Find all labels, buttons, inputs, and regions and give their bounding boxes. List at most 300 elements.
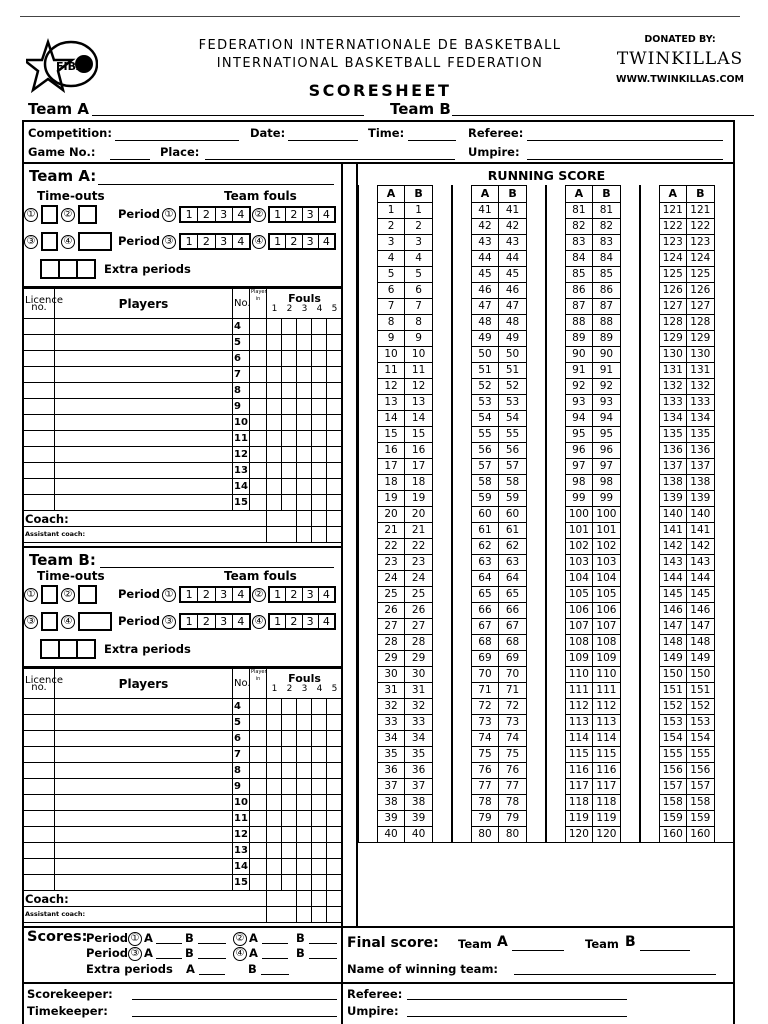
- foul-1-cell[interactable]: [267, 843, 282, 859]
- score-mark-b[interactable]: [432, 426, 452, 442]
- score-mark-a[interactable]: [640, 826, 659, 842]
- foul-cell[interactable]: 1: [270, 588, 286, 601]
- player-name-cell[interactable]: [55, 843, 233, 859]
- foul-cell[interactable]: 3: [216, 588, 233, 601]
- player-name-cell[interactable]: [55, 811, 233, 827]
- score-b-cell[interactable]: 99: [593, 490, 621, 506]
- score-mark-a[interactable]: [359, 426, 378, 442]
- score-b-cell[interactable]: 139: [687, 490, 715, 506]
- foul-1-cell[interactable]: [267, 699, 282, 715]
- score-mark-a[interactable]: [452, 778, 471, 794]
- score-b-cell[interactable]: 104: [593, 570, 621, 586]
- score-a-cell[interactable]: 79: [471, 810, 499, 826]
- score-b-cell[interactable]: 87: [593, 298, 621, 314]
- score-mark-a[interactable]: [359, 618, 378, 634]
- score-mark-b[interactable]: [620, 522, 640, 538]
- score-mark-b[interactable]: [620, 458, 640, 474]
- score-a-cell[interactable]: 67: [471, 618, 499, 634]
- score-mark-b[interactable]: [526, 314, 546, 330]
- foul-cell[interactable]: 4: [322, 588, 330, 601]
- score-a-cell[interactable]: 93: [565, 394, 593, 410]
- score-b-cell[interactable]: 37: [405, 778, 433, 794]
- foul-2-cell[interactable]: [282, 383, 297, 399]
- score-b-cell[interactable]: 76: [499, 762, 527, 778]
- score-a-cell[interactable]: 144: [659, 570, 687, 586]
- score-a-cell[interactable]: 99: [565, 490, 593, 506]
- foul-2-cell[interactable]: [282, 431, 297, 447]
- licence-cell[interactable]: [24, 827, 55, 843]
- licence-cell[interactable]: [24, 859, 55, 875]
- score-mark-b[interactable]: [526, 650, 546, 666]
- score-b-cell[interactable]: 41: [499, 202, 527, 218]
- score-a-cell[interactable]: 126: [659, 282, 687, 298]
- score-mark-b[interactable]: [714, 634, 734, 650]
- score-b-cell[interactable]: 158: [687, 794, 715, 810]
- score-mark-a[interactable]: [452, 746, 471, 762]
- score-mark-b[interactable]: [432, 826, 452, 842]
- score-mark-a[interactable]: [359, 282, 378, 298]
- score-mark-b[interactable]: [432, 810, 452, 826]
- score-a-cell[interactable]: 139: [659, 490, 687, 506]
- score-b-cell[interactable]: 128: [687, 314, 715, 330]
- score-a-cell[interactable]: 20: [377, 506, 405, 522]
- score-a-cell[interactable]: 107: [565, 618, 593, 634]
- score-mark-a[interactable]: [640, 810, 659, 826]
- score-a-cell[interactable]: 42: [471, 218, 499, 234]
- score-mark-b[interactable]: [714, 794, 734, 810]
- player-name-cell[interactable]: [55, 715, 233, 731]
- score-mark-b[interactable]: [714, 602, 734, 618]
- foul-5-cell[interactable]: [327, 319, 343, 335]
- score-mark-a[interactable]: [546, 234, 565, 250]
- score-mark-b[interactable]: [620, 810, 640, 826]
- score-mark-b[interactable]: [714, 698, 734, 714]
- foul-4-cell[interactable]: [312, 399, 327, 415]
- score-mark-b[interactable]: [714, 426, 734, 442]
- score-b-cell[interactable]: 105: [593, 586, 621, 602]
- score-mark-b[interactable]: [526, 218, 546, 234]
- score-mark-a[interactable]: [452, 698, 471, 714]
- score-b-cell[interactable]: 113: [593, 714, 621, 730]
- score-mark-a[interactable]: [640, 314, 659, 330]
- score-mark-a[interactable]: [452, 586, 471, 602]
- foul-cell[interactable]: 3: [303, 588, 319, 601]
- score-mark-a[interactable]: [546, 794, 565, 810]
- score-a-cell[interactable]: 29: [377, 650, 405, 666]
- foul-5-cell[interactable]: [327, 811, 343, 827]
- assistant-field[interactable]: [233, 907, 267, 923]
- score-b-cell[interactable]: 75: [499, 746, 527, 762]
- score-b-cell[interactable]: 53: [499, 394, 527, 410]
- foul-5-cell[interactable]: [327, 763, 343, 779]
- score-a-cell[interactable]: 146: [659, 602, 687, 618]
- score-b-cell[interactable]: 3: [405, 234, 433, 250]
- score-b-cell[interactable]: 46: [499, 282, 527, 298]
- score-a-cell[interactable]: 106: [565, 602, 593, 618]
- score-mark-b[interactable]: [432, 474, 452, 490]
- foul-cell[interactable]: 4: [237, 208, 245, 221]
- score-a-cell[interactable]: 152: [659, 698, 687, 714]
- team-a-timeout-box[interactable]: [78, 232, 112, 251]
- score-b-cell[interactable]: 65: [499, 586, 527, 602]
- score-b-cell[interactable]: 21: [405, 522, 433, 538]
- score-a-cell[interactable]: 70: [471, 666, 499, 682]
- score-a-cell[interactable]: 122: [659, 218, 687, 234]
- score-a-cell[interactable]: 133: [659, 394, 687, 410]
- score-mark-a[interactable]: [359, 410, 378, 426]
- score-mark-a[interactable]: [640, 202, 659, 218]
- score-b-cell[interactable]: 80: [499, 826, 527, 842]
- score-mark-a[interactable]: [546, 618, 565, 634]
- score-b-cell[interactable]: 28: [405, 634, 433, 650]
- score-b-cell[interactable]: 89: [593, 330, 621, 346]
- score-a-cell[interactable]: 9: [377, 330, 405, 346]
- foul-3-cell[interactable]: [297, 319, 312, 335]
- score-mark-a[interactable]: [359, 538, 378, 554]
- score-mark-a[interactable]: [452, 474, 471, 490]
- score-mark-a[interactable]: [452, 650, 471, 666]
- score-b-cell[interactable]: 88: [593, 314, 621, 330]
- score-mark-b[interactable]: [714, 330, 734, 346]
- score-mark-a[interactable]: [640, 474, 659, 490]
- score-mark-b[interactable]: [714, 746, 734, 762]
- score-mark-b[interactable]: [526, 746, 546, 762]
- score-mark-b[interactable]: [714, 522, 734, 538]
- score-mark-a[interactable]: [359, 298, 378, 314]
- score-mark-a[interactable]: [359, 490, 378, 506]
- score-mark-a[interactable]: [359, 746, 378, 762]
- player-in-cell[interactable]: [250, 399, 267, 415]
- score-a-cell[interactable]: 150: [659, 666, 687, 682]
- score-a-cell[interactable]: 115: [565, 746, 593, 762]
- period-2-score-a[interactable]: [262, 943, 288, 944]
- score-b-cell[interactable]: 51: [499, 362, 527, 378]
- final-score-b-field[interactable]: [640, 950, 690, 951]
- foul-4-cell[interactable]: [312, 319, 327, 335]
- score-mark-b[interactable]: [620, 362, 640, 378]
- score-mark-b[interactable]: [714, 458, 734, 474]
- score-a-cell[interactable]: 140: [659, 506, 687, 522]
- score-mark-b[interactable]: [432, 794, 452, 810]
- player-in-cell[interactable]: [250, 811, 267, 827]
- score-mark-b[interactable]: [432, 378, 452, 394]
- foul-3-cell[interactable]: [297, 763, 312, 779]
- coach-foul-cell[interactable]: [297, 511, 312, 527]
- licence-cell[interactable]: [24, 383, 55, 399]
- score-mark-a[interactable]: [640, 730, 659, 746]
- score-a-cell[interactable]: 5: [377, 266, 405, 282]
- score-mark-b[interactable]: [526, 394, 546, 410]
- score-mark-a[interactable]: [452, 234, 471, 250]
- player-in-cell[interactable]: [250, 383, 267, 399]
- score-a-cell[interactable]: 66: [471, 602, 499, 618]
- licence-cell[interactable]: [24, 715, 55, 731]
- score-mark-b[interactable]: [714, 538, 734, 554]
- score-b-cell[interactable]: 7: [405, 298, 433, 314]
- team-a-fouls-period-3[interactable]: [179, 233, 251, 250]
- foul-3-cell[interactable]: [297, 875, 312, 891]
- score-a-cell[interactable]: 134: [659, 410, 687, 426]
- score-mark-a[interactable]: [546, 730, 565, 746]
- score-a-cell[interactable]: 142: [659, 538, 687, 554]
- score-b-cell[interactable]: 131: [687, 362, 715, 378]
- player-name-cell[interactable]: [55, 399, 233, 415]
- score-mark-b[interactable]: [526, 586, 546, 602]
- score-b-cell[interactable]: 31: [405, 682, 433, 698]
- foul-cell[interactable]: 4: [237, 235, 245, 248]
- score-b-cell[interactable]: 59: [499, 490, 527, 506]
- team-a-fouls-period-1[interactable]: [179, 206, 251, 223]
- foul-2-cell[interactable]: [282, 779, 297, 795]
- score-b-cell[interactable]: 13: [405, 394, 433, 410]
- score-mark-b[interactable]: [526, 490, 546, 506]
- foul-2-cell[interactable]: [282, 463, 297, 479]
- score-a-cell[interactable]: 114: [565, 730, 593, 746]
- score-a-cell[interactable]: 108: [565, 634, 593, 650]
- score-mark-a[interactable]: [452, 426, 471, 442]
- score-mark-b[interactable]: [714, 778, 734, 794]
- score-mark-a[interactable]: [359, 778, 378, 794]
- score-b-cell[interactable]: 135: [687, 426, 715, 442]
- score-mark-b[interactable]: [526, 682, 546, 698]
- score-a-cell[interactable]: 97: [565, 458, 593, 474]
- competition-field[interactable]: [115, 140, 239, 141]
- score-b-cell[interactable]: 24: [405, 570, 433, 586]
- score-mark-a[interactable]: [452, 330, 471, 346]
- score-a-cell[interactable]: 36: [377, 762, 405, 778]
- score-b-cell[interactable]: 144: [687, 570, 715, 586]
- score-mark-a[interactable]: [546, 394, 565, 410]
- score-mark-a[interactable]: [546, 474, 565, 490]
- score-mark-a[interactable]: [546, 650, 565, 666]
- foul-4-cell[interactable]: [312, 731, 327, 747]
- extra-timeout-cell[interactable]: [60, 641, 78, 657]
- foul-1-cell[interactable]: [267, 495, 282, 511]
- score-mark-b[interactable]: [620, 266, 640, 282]
- score-mark-a[interactable]: [546, 698, 565, 714]
- coach-foul-cell[interactable]: [327, 891, 343, 907]
- player-in-cell[interactable]: [250, 795, 267, 811]
- score-a-cell[interactable]: 137: [659, 458, 687, 474]
- team-b-fouls-period-3[interactable]: [179, 613, 251, 630]
- foul-2-cell[interactable]: [282, 319, 297, 335]
- player-name-cell[interactable]: [55, 319, 233, 335]
- score-mark-b[interactable]: [620, 586, 640, 602]
- foul-4-cell[interactable]: [312, 495, 327, 511]
- foul-5-cell[interactable]: [327, 843, 343, 859]
- foul-2-cell[interactable]: [282, 763, 297, 779]
- score-mark-a[interactable]: [640, 330, 659, 346]
- score-b-cell[interactable]: 39: [405, 810, 433, 826]
- player-name-cell[interactable]: [55, 367, 233, 383]
- foul-2-cell[interactable]: [282, 715, 297, 731]
- team-b-timeout-box[interactable]: [41, 585, 58, 604]
- score-a-cell[interactable]: 157: [659, 778, 687, 794]
- score-mark-b[interactable]: [620, 714, 640, 730]
- score-b-cell[interactable]: 134: [687, 410, 715, 426]
- score-mark-a[interactable]: [359, 698, 378, 714]
- score-mark-a[interactable]: [640, 538, 659, 554]
- player-in-cell[interactable]: [250, 827, 267, 843]
- score-a-cell[interactable]: 112: [565, 698, 593, 714]
- period-3-score-b[interactable]: [198, 958, 226, 959]
- score-a-cell[interactable]: 3: [377, 234, 405, 250]
- player-in-cell[interactable]: [250, 447, 267, 463]
- score-a-cell[interactable]: 81: [565, 202, 593, 218]
- score-a-cell[interactable]: 105: [565, 586, 593, 602]
- team-b-name-field[interactable]: [100, 567, 334, 568]
- score-mark-a[interactable]: [359, 474, 378, 490]
- extra-timeout-cell[interactable]: [78, 641, 94, 657]
- score-mark-a[interactable]: [640, 490, 659, 506]
- score-mark-a[interactable]: [640, 458, 659, 474]
- header-team-a-line[interactable]: [92, 115, 364, 116]
- score-b-cell[interactable]: 125: [687, 266, 715, 282]
- coach-foul-cell[interactable]: [267, 891, 297, 907]
- foul-2-cell[interactable]: [282, 875, 297, 891]
- score-mark-b[interactable]: [432, 666, 452, 682]
- score-mark-b[interactable]: [526, 714, 546, 730]
- score-mark-b[interactable]: [432, 266, 452, 282]
- score-mark-b[interactable]: [526, 250, 546, 266]
- score-mark-a[interactable]: [546, 458, 565, 474]
- assistant-foul-cell[interactable]: [297, 907, 312, 923]
- score-a-cell[interactable]: 46: [471, 282, 499, 298]
- score-mark-b[interactable]: [432, 618, 452, 634]
- score-mark-b[interactable]: [714, 346, 734, 362]
- score-b-cell[interactable]: 92: [593, 378, 621, 394]
- score-a-cell[interactable]: 98: [565, 474, 593, 490]
- score-mark-b[interactable]: [526, 778, 546, 794]
- score-b-cell[interactable]: 142: [687, 538, 715, 554]
- assistant-foul-cell[interactable]: [327, 527, 343, 543]
- score-b-cell[interactable]: 66: [499, 602, 527, 618]
- foul-cell[interactable]: 2: [286, 235, 302, 248]
- foul-2-cell[interactable]: [282, 415, 297, 431]
- score-b-cell[interactable]: 20: [405, 506, 433, 522]
- score-mark-b[interactable]: [620, 650, 640, 666]
- score-b-cell[interactable]: 61: [499, 522, 527, 538]
- licence-cell[interactable]: [24, 699, 55, 715]
- foul-cell[interactable]: 2: [198, 615, 215, 628]
- score-a-cell[interactable]: 57: [471, 458, 499, 474]
- licence-cell[interactable]: [24, 351, 55, 367]
- score-b-cell[interactable]: 16: [405, 442, 433, 458]
- foul-cell[interactable]: 1: [181, 235, 198, 248]
- score-mark-b[interactable]: [714, 250, 734, 266]
- foul-4-cell[interactable]: [312, 875, 327, 891]
- score-mark-a[interactable]: [452, 826, 471, 842]
- score-a-cell[interactable]: 24: [377, 570, 405, 586]
- score-b-cell[interactable]: 42: [499, 218, 527, 234]
- score-b-cell[interactable]: 90: [593, 346, 621, 362]
- score-a-cell[interactable]: 52: [471, 378, 499, 394]
- score-b-cell[interactable]: 34: [405, 730, 433, 746]
- score-b-cell[interactable]: 100: [593, 506, 621, 522]
- score-mark-a[interactable]: [640, 618, 659, 634]
- score-b-cell[interactable]: 72: [499, 698, 527, 714]
- score-mark-a[interactable]: [546, 410, 565, 426]
- score-mark-a[interactable]: [640, 250, 659, 266]
- score-a-cell[interactable]: 63: [471, 554, 499, 570]
- assistant-foul-cell[interactable]: [312, 527, 327, 543]
- foul-5-cell[interactable]: [327, 399, 343, 415]
- score-b-cell[interactable]: 5: [405, 266, 433, 282]
- foul-5-cell[interactable]: [327, 495, 343, 511]
- assistant-field[interactable]: [233, 527, 267, 543]
- score-b-cell[interactable]: 4: [405, 250, 433, 266]
- score-mark-b[interactable]: [620, 426, 640, 442]
- score-a-cell[interactable]: 26: [377, 602, 405, 618]
- extra-timeout-cell[interactable]: [42, 641, 60, 657]
- score-a-cell[interactable]: 96: [565, 442, 593, 458]
- score-mark-a[interactable]: [640, 634, 659, 650]
- score-mark-a[interactable]: [452, 282, 471, 298]
- score-mark-a[interactable]: [640, 282, 659, 298]
- score-a-cell[interactable]: 147: [659, 618, 687, 634]
- score-mark-b[interactable]: [432, 698, 452, 714]
- score-mark-a[interactable]: [546, 714, 565, 730]
- score-b-cell[interactable]: 40: [405, 826, 433, 842]
- foul-3-cell[interactable]: [297, 383, 312, 399]
- score-a-cell[interactable]: 102: [565, 538, 593, 554]
- score-a-cell[interactable]: 127: [659, 298, 687, 314]
- foul-1-cell[interactable]: [267, 763, 282, 779]
- extra-score-b[interactable]: [261, 974, 289, 975]
- player-in-cell[interactable]: [250, 479, 267, 495]
- score-mark-a[interactable]: [452, 730, 471, 746]
- score-mark-b[interactable]: [526, 538, 546, 554]
- foul-4-cell[interactable]: [312, 431, 327, 447]
- foul-4-cell[interactable]: [312, 715, 327, 731]
- score-mark-b[interactable]: [432, 506, 452, 522]
- licence-cell[interactable]: [24, 463, 55, 479]
- score-mark-b[interactable]: [526, 506, 546, 522]
- score-mark-a[interactable]: [640, 650, 659, 666]
- score-a-cell[interactable]: 136: [659, 442, 687, 458]
- score-a-cell[interactable]: 158: [659, 794, 687, 810]
- score-mark-a[interactable]: [640, 682, 659, 698]
- licence-cell[interactable]: [24, 367, 55, 383]
- team-a-name-field[interactable]: [98, 184, 334, 185]
- player-name-cell[interactable]: [55, 447, 233, 463]
- score-b-cell[interactable]: 129: [687, 330, 715, 346]
- score-mark-b[interactable]: [714, 378, 734, 394]
- score-b-cell[interactable]: 45: [499, 266, 527, 282]
- foul-3-cell[interactable]: [297, 335, 312, 351]
- foul-1-cell[interactable]: [267, 827, 282, 843]
- score-b-cell[interactable]: 10: [405, 346, 433, 362]
- foul-2-cell[interactable]: [282, 335, 297, 351]
- score-a-cell[interactable]: 49: [471, 330, 499, 346]
- score-a-cell[interactable]: 73: [471, 714, 499, 730]
- score-mark-a[interactable]: [452, 490, 471, 506]
- place-field[interactable]: [205, 159, 455, 160]
- score-mark-a[interactable]: [452, 250, 471, 266]
- score-mark-a[interactable]: [359, 650, 378, 666]
- foul-5-cell[interactable]: [327, 463, 343, 479]
- assistant-foul-cell[interactable]: [297, 527, 312, 543]
- score-a-cell[interactable]: 69: [471, 650, 499, 666]
- score-mark-a[interactable]: [640, 234, 659, 250]
- score-b-cell[interactable]: 52: [499, 378, 527, 394]
- foul-cell[interactable]: 2: [198, 588, 215, 601]
- licence-cell[interactable]: [24, 779, 55, 795]
- foul-cell[interactable]: 3: [216, 208, 233, 221]
- score-mark-a[interactable]: [359, 346, 378, 362]
- foul-2-cell[interactable]: [282, 495, 297, 511]
- score-b-cell[interactable]: 101: [593, 522, 621, 538]
